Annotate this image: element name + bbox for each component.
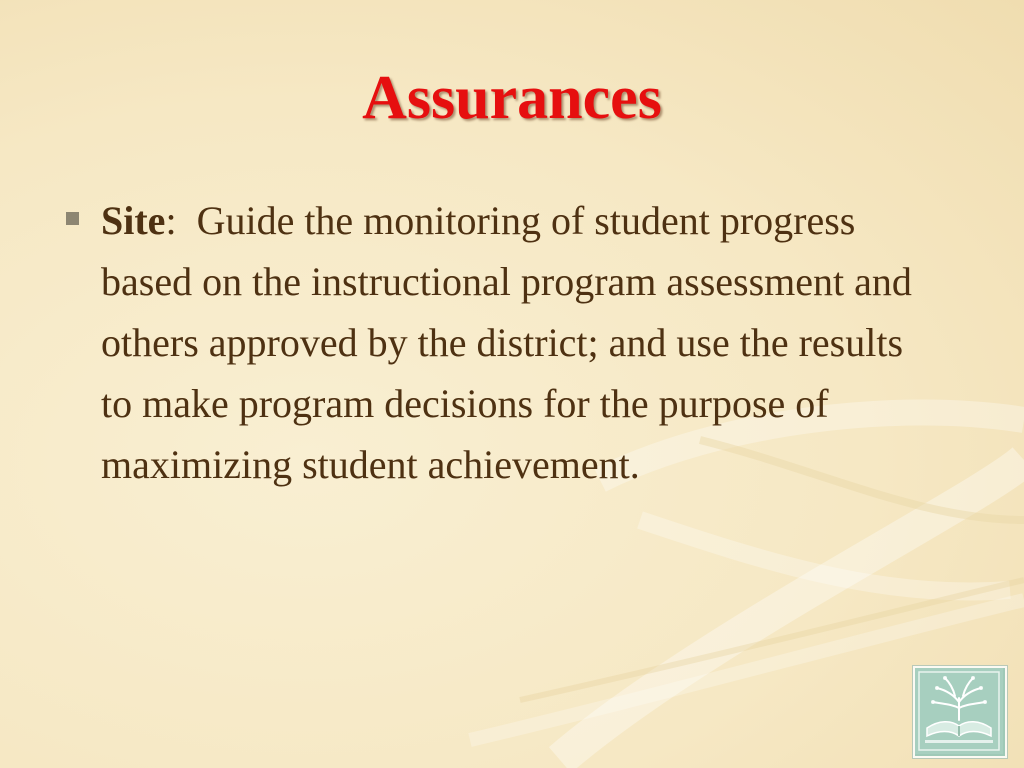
bullet-label: Site [101, 198, 166, 243]
slide-title: Assurances [362, 64, 662, 132]
bullet-list [62, 190, 942, 495]
bullet-separator: : [165, 198, 197, 243]
bullet-text: Guide the monitoring of student progress based on the instructional program assessment and others approved by the district; and use the results to make program decisions for the purpose of maximizing student achievement. [101, 198, 912, 487]
bullet-item [62, 190, 942, 495]
square-bullet-icon [66, 212, 79, 225]
open-book-tree-logo [913, 666, 1007, 758]
